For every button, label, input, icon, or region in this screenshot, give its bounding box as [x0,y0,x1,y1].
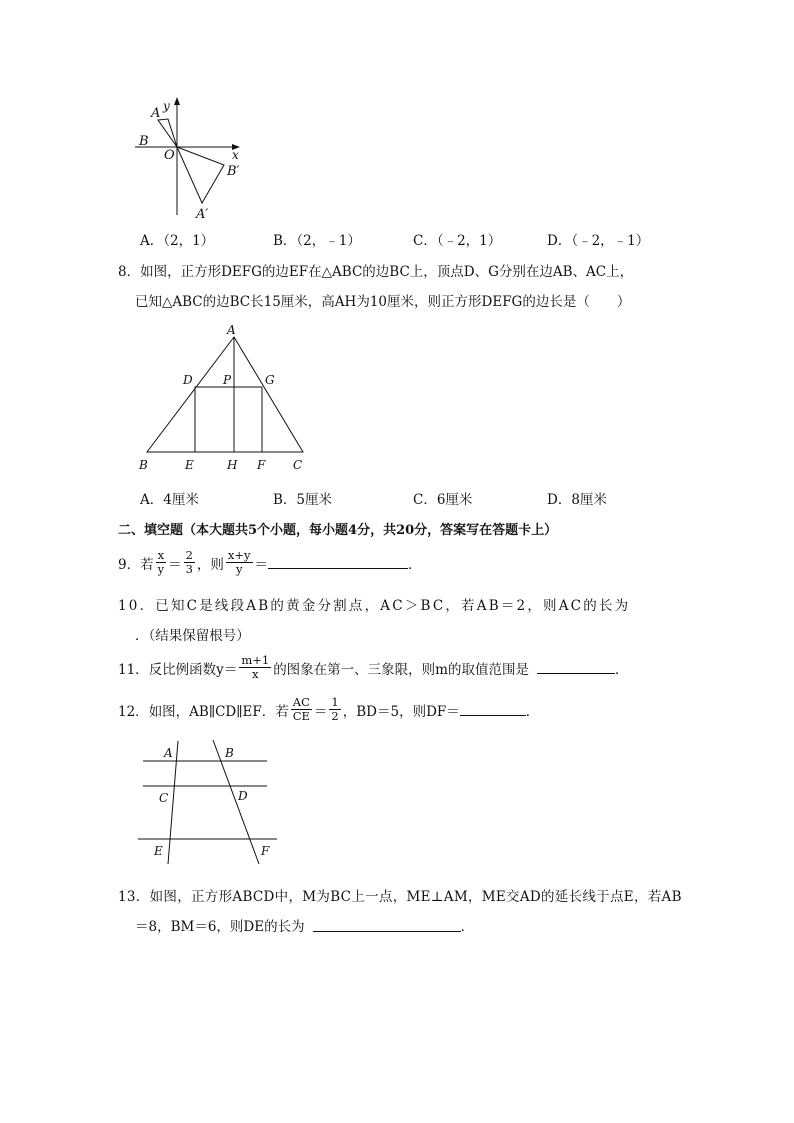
label-o: O [164,148,175,163]
label-a: A [227,323,236,337]
q11-answer-blank[interactable] [537,661,615,674]
label-e: E [154,844,163,858]
q12-answer-blank[interactable] [460,703,526,716]
label-h: H [227,458,238,472]
q9-frac-2-3: $\frac{2}{3}$ [185,548,193,576]
q10-line1: 10．已知C是线段AB的黄金分割点，AC＞BC，若AB＝2，则AC的长为 [118,598,631,614]
q12-frac-ac-ce: $\frac{AC}{CE}$ [292,695,310,723]
label-a: A [151,106,161,121]
q7-option-b[interactable]: B．（2，﹣1） [273,233,361,249]
label-a: A [164,746,173,760]
label-d: D [238,789,248,803]
label-b: B [139,458,148,472]
label-b: B [139,134,149,149]
q11-frac: $\frac{m+1}{x}$ [241,653,270,681]
label-c: C [159,791,169,805]
q12-figure [135,738,280,866]
label-p: P [223,373,232,387]
label-b-prime: B′ [227,164,240,179]
q8-line1: 8．如图，正方形DEFG的边EF在△ABC的边BC上，顶点D、G分别在边AB、AC上， [118,264,634,280]
q12: 12． 如图，AB∥CD∥EF．若 $\frac{AC}{CE}$ ＝ $\frac{1}{2}$ ，BD＝5，则DF＝ ． [118,695,540,723]
transversal-bdf [213,740,259,864]
label-e: E [185,458,194,472]
q9: 9． 若 $\frac{x}{y}$ ＝ $\frac{2}{3}$ ，则 $\frac{x+y}{y}$ ＝ ． [118,548,422,576]
q9-frac-x-y: $\frac{x}{y}$ [157,548,165,576]
q7-option-a[interactable]: A．（2，1） [140,233,215,249]
q8-line2: 已知△ABC的边BC长15厘米，高AH为10厘米，则正方形DEFG的边长是（ ） [135,294,631,310]
q12-frac-1-2: $\frac{1}{2}$ [331,695,339,723]
q7-option-c[interactable]: C．（﹣2，1） [413,233,502,249]
square-defg [195,387,262,452]
q8-option-c[interactable]: C．6厘米 [413,492,473,508]
label-f: F [261,844,270,858]
triangle-abc [147,337,303,452]
q13-line2: ＝8，BM＝6，则DE的长为 ． [135,919,475,935]
section-2-title: 二、填空题（本大题共5个小题，每小题4分，共20分，答案写在答题卡上） [118,523,558,538]
label-x: x [232,148,239,162]
q9-answer-blank[interactable] [268,556,408,569]
q11: 11． 反比例函数y＝ $\frac{m+1}{x}$ 的图象在第一、三象限，则m的取值范围是 ． [118,653,629,681]
q8-option-b[interactable]: B．5厘米 [273,492,333,508]
q13-answer-blank[interactable] [313,919,461,932]
y-axis-arrow-icon [174,97,180,105]
q7-option-d[interactable]: D．（﹣2，﹣1） [547,233,650,249]
label-a-prime: A′ [196,207,209,222]
triangle-oab [158,119,177,147]
label-b: B [225,746,234,760]
q7-figure [135,95,250,225]
q10-line2: ．（结果保留根号） [135,628,250,644]
q8-option-d[interactable]: D．8厘米 [547,492,607,508]
triangle-oa-b-prime [177,147,224,203]
label-g: G [265,373,275,387]
label-y: y [163,99,170,113]
label-c: C [293,458,303,472]
q8-option-a[interactable]: A．4厘米 [140,492,199,508]
label-d: D [183,373,193,387]
label-f: F [257,458,266,472]
q8-figure [135,322,315,477]
q13-line1: 13．如图，正方形ABCD中，M为BC上一点，ME⊥AM，ME交AD的延长线于点E，若AB [118,889,682,905]
q9-frac-xy-y: $\frac{x+y}{y}$ [227,548,251,576]
